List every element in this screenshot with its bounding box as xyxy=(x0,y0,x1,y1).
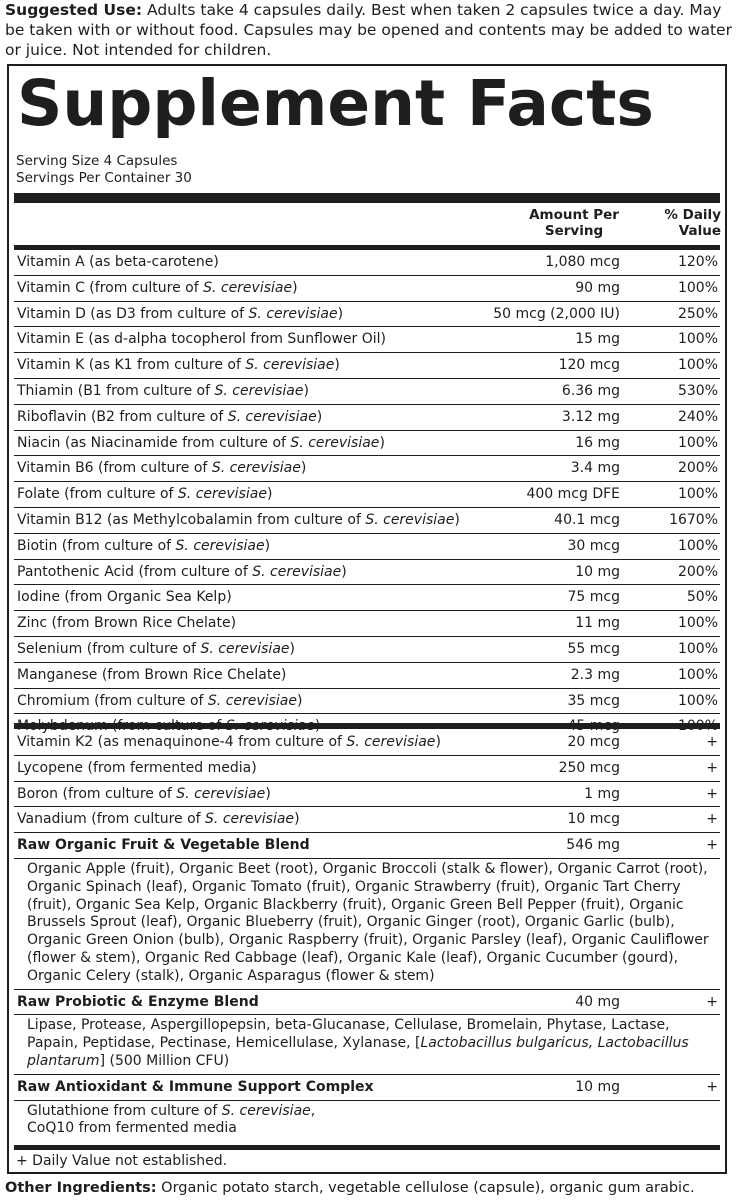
thick-divider xyxy=(14,193,720,203)
nutrient-dv: 200% xyxy=(677,563,718,580)
nutrient-source: S. cerevisiae xyxy=(245,357,335,374)
blend-dv: + xyxy=(706,993,718,1010)
nutrient-dv: 100% xyxy=(677,331,718,348)
nutrient-dv: 100% xyxy=(677,615,718,632)
nutrient-name-text: Vitamin D (as D3 from culture of xyxy=(17,305,249,322)
nutrient-name xyxy=(17,331,386,347)
nutrient-name-text: Vitamin E (as d-alpha tocopherol from Sunflower Oil) xyxy=(17,331,386,348)
blend-contents-line1-prefix: Glutathione from culture of xyxy=(27,1102,222,1119)
nutrient-amount: 40.1 mcg xyxy=(554,511,620,528)
suggested-use-text: Adults take 4 capsules daily. Best when taken 2 capsules twice a day. May be taken with or without food. Capsules may be opened and contents may be added to water or juice. Not intended for children. xyxy=(5,1,732,59)
nutrient-name-text: Vitamin A (as beta-carotene) xyxy=(17,254,219,270)
nutrient-row xyxy=(14,585,720,611)
nutrient-dv: 120% xyxy=(677,254,718,270)
section-divider xyxy=(14,723,720,729)
nutrient-dv: 1670% xyxy=(669,511,718,528)
nutrient-dv: + xyxy=(706,811,718,828)
nutrient-name-suffix: ) xyxy=(435,734,441,750)
nutrient-name xyxy=(17,589,232,605)
nutrient-name xyxy=(17,409,322,425)
nutrient-source: S. cerevisiae xyxy=(205,811,295,828)
nutrient-row xyxy=(14,560,720,586)
nutrient-source: S. cerevisiae xyxy=(203,279,293,296)
nutrient-table xyxy=(14,250,720,739)
nutrient-source: S. cerevisiae xyxy=(177,486,267,503)
blend-contents-italic: Lactobacillus bulgaricus, Lactobacillus plantarum xyxy=(27,1035,689,1069)
nutrient-name-text: Vitamin K2 (as menaquinone-4 from culture of xyxy=(17,734,347,750)
blend-amount: 40 mg xyxy=(575,993,620,1010)
nutrient-amount: 1,080 mcg xyxy=(545,254,620,270)
nutrient-amount: 10 mg xyxy=(575,563,620,580)
nutrient-row xyxy=(14,611,720,637)
suggested-use-label: Suggested Use: xyxy=(5,1,143,19)
nutrient-name xyxy=(17,254,219,270)
nutrient-name-text: Lycopene (from fermented media) xyxy=(17,759,257,776)
nutrient-name-suffix: ) xyxy=(341,563,347,580)
nutrient-source: S. cerevisiae xyxy=(176,785,266,802)
footnote: + Daily Value not established. xyxy=(16,1153,228,1169)
nutrient-amount: 250 mcg xyxy=(558,759,620,776)
nutrient-name-text: Vitamin K (as K1 from culture of xyxy=(17,357,246,374)
blend-contents-fruit-vegetable: Organic Apple (fruit), Organic Beet (root), Organic Broccoli (stalk & flower), Organic Carrot (root), Organic Spinach (leaf), Organic Tomato (fruit), Organic Strawberry (fruit), Organic Tart Cherry (fruit), Organic Sea Kelp, Organic Blackberry (fruit), Organic Green Bell Pepper (fruit), Organic Brussels Sprout (leaf), Organic Blueberry (fruit), Organic Ginger (root), Organic Garlic (bulb), Organic Green Onion (bulb), Organic Raspberry (fruit), Organic Parsley (leaf), Organic Cauliflower (flower & stem), Organic Red Cabbage (leaf), Organic Kale (leaf), Organic Cucumber (gourd), Organic Celery (stalk), Organic Asparagus (flower & stem) xyxy=(14,859,720,990)
blend-dv: + xyxy=(706,1078,718,1095)
nutrient-amount: 50 mcg (2,000 IU) xyxy=(493,305,620,322)
nutrient-name-text: Vanadium (from culture of xyxy=(17,811,206,828)
nutrient-source: S. cerevisiae xyxy=(200,640,290,657)
nutrient-name-suffix: ) xyxy=(294,811,300,828)
nutrient-dv: 240% xyxy=(677,408,718,425)
nutrient-amount: 2.3 mg xyxy=(570,666,620,683)
nutrient-dv: 250% xyxy=(677,305,718,322)
nutrient-name-suffix: ) xyxy=(266,486,273,503)
nutrient-name xyxy=(17,734,441,750)
nutrient-source: S. cerevisiae xyxy=(346,734,436,750)
other-ingredients-label: Other Ingredients: xyxy=(5,1180,157,1196)
header-daily-value: % Daily Value xyxy=(664,207,721,239)
blend-contents-line1-italic: S. cerevisiae xyxy=(221,1102,311,1119)
nutrient-name-suffix: ) xyxy=(334,357,340,374)
nutrient-amount: 55 mcg xyxy=(567,640,620,657)
blend-name: Raw Organic Fruit & Vegetable Blend xyxy=(17,837,310,854)
nutrient-amount: 90 mg xyxy=(575,279,620,296)
nutrient-amount: 11 mg xyxy=(575,615,620,632)
nutrient-name xyxy=(17,693,302,709)
nutrient-name xyxy=(17,667,286,683)
nutrient-row xyxy=(14,379,720,405)
nutrient-amount: 400 mcg DFE xyxy=(526,486,620,503)
blend-amount: 10 mg xyxy=(575,1078,620,1095)
nutrient-name xyxy=(17,760,257,776)
nutrient-name-text: Vitamin B12 (as Methylcobalamin from culture of xyxy=(17,511,366,528)
nutrient-dv: 100% xyxy=(677,357,718,374)
nutrient-row xyxy=(14,637,720,663)
nutrient-dv: 100% xyxy=(677,537,718,554)
nutrient-name-text: Pantothenic Acid (from culture of xyxy=(17,563,253,580)
nutrient-row xyxy=(14,456,720,482)
nutrient-amount: 6.36 mg xyxy=(561,382,620,399)
nutrient-row xyxy=(14,353,720,379)
nutrient-dv: 100% xyxy=(677,666,718,683)
nutrient-amount: 120 mcg xyxy=(558,357,620,374)
nutrient-amount: 30 mcg xyxy=(567,537,620,554)
nutrient-row xyxy=(14,431,720,457)
nutrient-dv: + xyxy=(706,785,718,802)
blend-contents-line1-suffix: , xyxy=(310,1102,316,1119)
nutrient-row xyxy=(14,782,720,808)
nutrient-source: S. cerevisiae xyxy=(365,511,455,528)
blend-contents-probiotic-enzyme xyxy=(14,1015,720,1074)
nutrient-name xyxy=(17,486,272,502)
nutrient-name-text: Zinc (from Brown Rice Chelate) xyxy=(17,615,237,632)
nutrient-row xyxy=(14,327,720,353)
nutrient-name xyxy=(17,811,300,827)
nutrient-dv: 530% xyxy=(677,382,718,399)
nutrient-row xyxy=(14,302,720,328)
nutrient-dv: 100% xyxy=(677,434,718,451)
nutrient-name-text: Thiamin (B1 from culture of xyxy=(17,382,215,399)
nutrient-dv: 100% xyxy=(677,279,718,296)
nutrient-amount: 20 mcg xyxy=(567,734,620,750)
nutrient-name-text: Vitamin C (from culture of xyxy=(17,279,204,296)
nutrient-name-suffix: ) xyxy=(337,305,344,322)
nutrient-source: S. cerevisiae xyxy=(227,408,317,425)
nutrient-dv: 200% xyxy=(677,460,718,477)
nutrient-amount: 3.12 mg xyxy=(561,408,620,425)
nutrient-name xyxy=(17,460,306,476)
nutrient-name-text: Selenium (from culture of xyxy=(17,640,201,657)
nutrient-amount: 10 mcg xyxy=(567,811,620,828)
nutrient-name xyxy=(17,435,385,451)
nutrient-name-text: Vitamin B6 (from culture of xyxy=(17,460,212,477)
nutrient-name-suffix: ) xyxy=(296,692,303,709)
nutrient-source: S. cerevisiae xyxy=(211,460,301,477)
nutrient-source: S. cerevisiae xyxy=(252,563,342,580)
nutrient-amount: 16 mg xyxy=(575,434,620,451)
nutrient-name-suffix: ) xyxy=(292,279,298,296)
blend-name: Raw Antioxidant & Immune Support Complex xyxy=(17,1078,374,1095)
blend-contents-suffix: ] (500 Million CFU) xyxy=(99,1052,230,1069)
nutrient-name xyxy=(17,512,460,528)
other-ingredients-text: Organic potato starch, vegetable cellulose (capsule), organic gum arabic. xyxy=(156,1180,695,1196)
nutrient-name-suffix: ) xyxy=(454,511,460,528)
nutrient-name-text: Chromium (from culture of xyxy=(17,692,208,709)
other-nutrient-table xyxy=(14,730,720,1141)
nutrient-dv: + xyxy=(706,759,718,776)
blend-contents-prefix: Lipase, Protease, Aspergillopepsin, beta-Glucanase, Cellulase, Bromelain, Phytase, Lactase, Papain, Peptidase, Pectinase, Hemicellulase, Xylanase, [ xyxy=(27,1017,670,1052)
nutrient-row xyxy=(14,689,720,715)
nutrient-name xyxy=(17,615,236,631)
nutrient-amount: 75 mcg xyxy=(567,589,620,606)
nutrient-name-text: Manganese (from Brown Rice Chelate) xyxy=(17,666,287,683)
nutrient-name-text: Biotin (from culture of xyxy=(17,537,176,554)
serving-size: Serving Size 4 Capsules xyxy=(16,153,178,169)
blend-row-antioxidant xyxy=(14,1075,720,1101)
nutrient-row xyxy=(14,730,720,756)
nutrient-dv: + xyxy=(706,734,718,750)
header-amount: Amount Per Serving xyxy=(529,207,619,239)
nutrient-name-text: Iodine (from Organic Sea Kelp) xyxy=(17,589,232,606)
blend-row-fruit-vegetable xyxy=(14,833,720,859)
supplement-facts-panel xyxy=(7,64,727,1174)
nutrient-dv: 100% xyxy=(677,692,718,709)
nutrient-row xyxy=(14,508,720,534)
nutrient-amount: 1 mg xyxy=(584,785,620,802)
nutrient-name-suffix: ) xyxy=(265,785,271,802)
nutrient-name-text: Niacin (as Niacinamide from culture of xyxy=(17,434,291,451)
nutrient-row xyxy=(14,405,720,431)
nutrient-amount: 3.4 mg xyxy=(570,460,620,477)
nutrient-name-suffix: ) xyxy=(316,408,323,425)
nutrient-name-text: Boron (from culture of xyxy=(17,785,177,802)
nutrient-row xyxy=(14,250,720,276)
nutrient-dv: 50% xyxy=(686,589,718,606)
nutrient-name-suffix: ) xyxy=(379,434,385,451)
bottom-divider xyxy=(14,1145,720,1150)
nutrient-row xyxy=(14,807,720,833)
nutrient-dv: 100% xyxy=(677,486,718,503)
nutrient-source: S. cerevisiae xyxy=(214,382,304,399)
nutrient-amount: 35 mcg xyxy=(567,692,620,709)
nutrient-source: S. cerevisiae xyxy=(248,305,338,322)
nutrient-name xyxy=(17,538,270,554)
nutrient-row xyxy=(14,482,720,508)
nutrient-name-text: Riboflavin (B2 from culture of xyxy=(17,408,228,425)
nutrient-name xyxy=(17,786,271,802)
blend-amount: 546 mg xyxy=(566,837,620,854)
nutrient-name xyxy=(17,280,298,296)
nutrient-row xyxy=(14,534,720,560)
nutrient-name-suffix: ) xyxy=(300,460,307,477)
nutrient-name-suffix: ) xyxy=(289,640,295,657)
nutrient-name xyxy=(17,357,340,373)
blend-name: Raw Probiotic & Enzyme Blend xyxy=(17,993,259,1010)
nutrient-name-suffix: ) xyxy=(264,537,271,554)
other-ingredients xyxy=(5,1178,695,1198)
blend-contents-antioxidant xyxy=(14,1101,720,1142)
nutrient-row xyxy=(14,663,720,689)
nutrient-name-suffix: ) xyxy=(303,382,309,399)
nutrient-name xyxy=(17,641,295,657)
blend-contents-line2: CoQ10 from fermented media xyxy=(27,1120,237,1137)
blend-dv: + xyxy=(706,837,718,854)
nutrient-amount: 15 mg xyxy=(575,331,620,348)
blend-row-probiotic-enzyme xyxy=(14,990,720,1016)
nutrient-row xyxy=(14,756,720,782)
servings-per-container: Servings Per Container 30 xyxy=(16,170,192,186)
nutrient-name xyxy=(17,306,343,322)
serving-info xyxy=(16,153,192,187)
panel-title: Supplement Facts xyxy=(17,67,654,140)
nutrient-row xyxy=(14,276,720,302)
nutrient-name xyxy=(17,564,347,580)
nutrient-source: S. cerevisiae xyxy=(207,692,297,709)
nutrient-name-text: Folate (from culture of xyxy=(17,486,178,503)
nutrient-source: S. cerevisiae xyxy=(175,537,265,554)
nutrient-dv: 100% xyxy=(677,640,718,657)
nutrient-name xyxy=(17,383,309,399)
nutrient-source: S. cerevisiae xyxy=(290,434,380,451)
suggested-use xyxy=(5,0,733,60)
